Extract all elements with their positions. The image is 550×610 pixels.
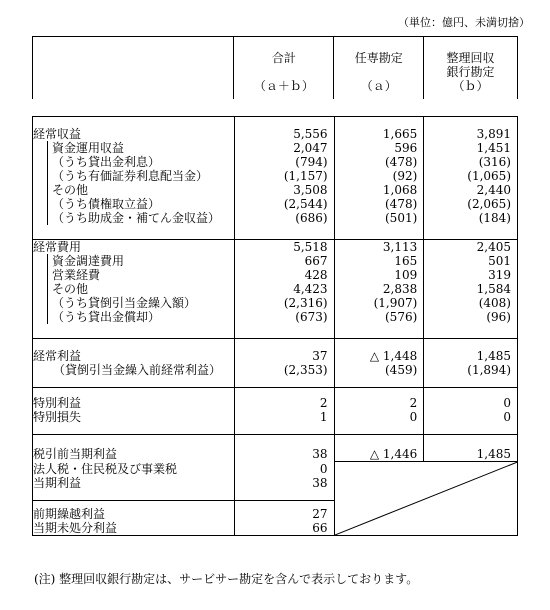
value-a: 0 bbox=[334, 410, 424, 424]
label-operating-expenses: 営業経費 bbox=[47, 268, 100, 282]
footnote: (注) 整理回収銀行勘定は、サービサー勘定を含んで表示しております。 bbox=[34, 572, 419, 586]
value-total: (673) bbox=[234, 310, 334, 324]
value-total: (2,544) bbox=[234, 197, 334, 211]
value-a: 596 bbox=[334, 141, 424, 155]
header-b-line2: 銀行勘定 bbox=[446, 65, 495, 79]
value-total: 1 bbox=[234, 410, 334, 424]
label-ordinary-income: 経常収益 bbox=[33, 127, 235, 141]
value-b: (1,894) bbox=[424, 363, 518, 377]
value-a: 2,838 bbox=[334, 282, 424, 296]
value-b: 0 bbox=[424, 388, 518, 411]
value-total: 38 bbox=[234, 476, 334, 490]
row-securities-interest bbox=[33, 169, 518, 183]
value-b: 319 bbox=[424, 268, 518, 282]
value-total: 4,423 bbox=[234, 282, 334, 296]
value-a: (1,907) bbox=[334, 296, 424, 310]
row-ordinary-expenses bbox=[33, 240, 518, 255]
row-pretax-income bbox=[33, 435, 518, 462]
label-loan-interest: （うち貸出金利息） bbox=[47, 155, 160, 169]
value-total: 38 bbox=[234, 435, 334, 462]
label-loan-writeoff: （うち貸出金償却） bbox=[47, 310, 160, 324]
value-total: 2 bbox=[234, 388, 334, 411]
value-b: 1,584 bbox=[424, 282, 518, 296]
header-b-line1: 整理回収 bbox=[446, 51, 495, 65]
value-b: 1,485 bbox=[424, 339, 518, 364]
label-unappropriated: 当期未処分利益 bbox=[33, 521, 235, 536]
row-ordinary-income bbox=[33, 127, 518, 141]
row-claims-recovery bbox=[33, 197, 518, 211]
unit-note: （単位：億円、未満切捨） bbox=[398, 16, 530, 29]
value-b: (408) bbox=[424, 296, 518, 310]
label-pretax-income: 税引前当期利益 bbox=[33, 435, 235, 462]
value-a: 165 bbox=[334, 254, 424, 268]
header-row-1 bbox=[33, 37, 518, 54]
label-loan-loss-provision: （うち貸倒引当金繰入額） bbox=[47, 296, 196, 310]
label-other-income: その他 bbox=[47, 183, 88, 197]
label-extraordinary-loss: 特別損失 bbox=[33, 410, 235, 424]
header-a: 任専勘定 bbox=[354, 51, 403, 65]
value-total: 667 bbox=[234, 254, 334, 268]
label-other-expenses: その他 bbox=[47, 282, 88, 296]
row-extraordinary-gain bbox=[33, 388, 518, 411]
income-statement-body bbox=[32, 116, 518, 536]
value-a: △ 1,448 bbox=[334, 339, 424, 364]
row-subsidy-income bbox=[33, 211, 518, 225]
value-a: (501) bbox=[334, 211, 424, 225]
label-securities-interest: （うち有価証券利息配当金） bbox=[47, 169, 208, 183]
value-total: (686) bbox=[234, 211, 334, 225]
row-other-expenses bbox=[33, 282, 518, 296]
value-a: 3,113 bbox=[334, 240, 424, 255]
value-a: 2 bbox=[334, 388, 424, 411]
value-b: (316) bbox=[424, 155, 518, 169]
value-total: 37 bbox=[234, 339, 334, 364]
label-ordinary-profit: 経常利益 bbox=[33, 339, 235, 364]
value-b: 2,405 bbox=[424, 240, 518, 255]
value-b: (96) bbox=[424, 310, 518, 324]
value-b: (2,065) bbox=[424, 197, 518, 211]
header-b-mark: （ｂ） bbox=[452, 79, 489, 93]
value-a: (92) bbox=[334, 169, 424, 183]
row-loan-writeoff bbox=[33, 310, 518, 324]
label-claims-recovery: （うち債権取立益） bbox=[47, 197, 160, 211]
value-b: (184) bbox=[424, 211, 518, 225]
label-fund-op-income: 資金運用収益 bbox=[47, 141, 124, 155]
value-total: (794) bbox=[234, 155, 334, 169]
label-profit-before-provision: （貸倒引当金繰入前経常利益） bbox=[33, 363, 235, 377]
row-taxes bbox=[33, 462, 518, 476]
label-funding-cost: 資金調達費用 bbox=[47, 254, 124, 268]
label-taxes: 法人税・住民税及び事業税 bbox=[33, 462, 235, 476]
value-a: 1,665 bbox=[334, 127, 424, 141]
label-ordinary-expenses: 経常費用 bbox=[33, 240, 235, 255]
value-a: 109 bbox=[334, 268, 424, 282]
value-a: (576) bbox=[334, 310, 424, 324]
row-funding-cost bbox=[33, 254, 518, 268]
label-retained-prior: 前期繰越利益 bbox=[33, 500, 235, 521]
row-loan-interest bbox=[33, 155, 518, 169]
value-total: 3,508 bbox=[234, 183, 334, 197]
label-extraordinary-gain: 特別利益 bbox=[33, 388, 235, 411]
value-total: (2,316) bbox=[234, 296, 334, 310]
row-operating-expenses bbox=[33, 268, 518, 282]
value-total: 0 bbox=[234, 462, 334, 476]
row-loan-loss-provision bbox=[33, 296, 518, 310]
row-profit-before-provision bbox=[33, 363, 518, 377]
value-b: 2,440 bbox=[424, 183, 518, 197]
value-total: 27 bbox=[234, 500, 334, 521]
row-other-income bbox=[33, 183, 518, 197]
header-total: 合計 bbox=[271, 51, 296, 65]
row-extraordinary-loss bbox=[33, 410, 518, 424]
diagonal-empty-cell bbox=[334, 462, 517, 536]
diagonal-line bbox=[335, 462, 517, 535]
value-total: (2,353) bbox=[234, 363, 334, 377]
value-a: (478) bbox=[334, 155, 424, 169]
value-total: 2,047 bbox=[234, 141, 334, 155]
row-ordinary-profit bbox=[33, 339, 518, 364]
value-total: 66 bbox=[234, 521, 334, 536]
label-net-income: 当期利益 bbox=[33, 476, 235, 490]
header-a-mark: （ａ） bbox=[360, 79, 397, 93]
value-a: (459) bbox=[334, 363, 424, 377]
value-b: 3,891 bbox=[424, 127, 518, 141]
value-total: 5,518 bbox=[234, 240, 334, 255]
value-b: 1,485 bbox=[424, 435, 518, 462]
income-statement-table bbox=[32, 36, 518, 99]
value-b: (1,065) bbox=[424, 169, 518, 183]
value-total: 5,556 bbox=[234, 127, 334, 141]
value-a: △ 1,446 bbox=[334, 435, 424, 462]
label-subsidy-income: （うち助成金・補てん金収益） bbox=[47, 211, 220, 225]
row-fund-op-income bbox=[33, 141, 518, 155]
value-a: (478) bbox=[334, 197, 424, 211]
value-b: 0 bbox=[424, 410, 518, 424]
value-total: 428 bbox=[234, 268, 334, 282]
value-b: 1,451 bbox=[424, 141, 518, 155]
value-b: 501 bbox=[424, 254, 518, 268]
value-a: 1,068 bbox=[334, 183, 424, 197]
value-total: (1,157) bbox=[234, 169, 334, 183]
header-total-formula: （ａ＋ｂ） bbox=[253, 79, 314, 93]
